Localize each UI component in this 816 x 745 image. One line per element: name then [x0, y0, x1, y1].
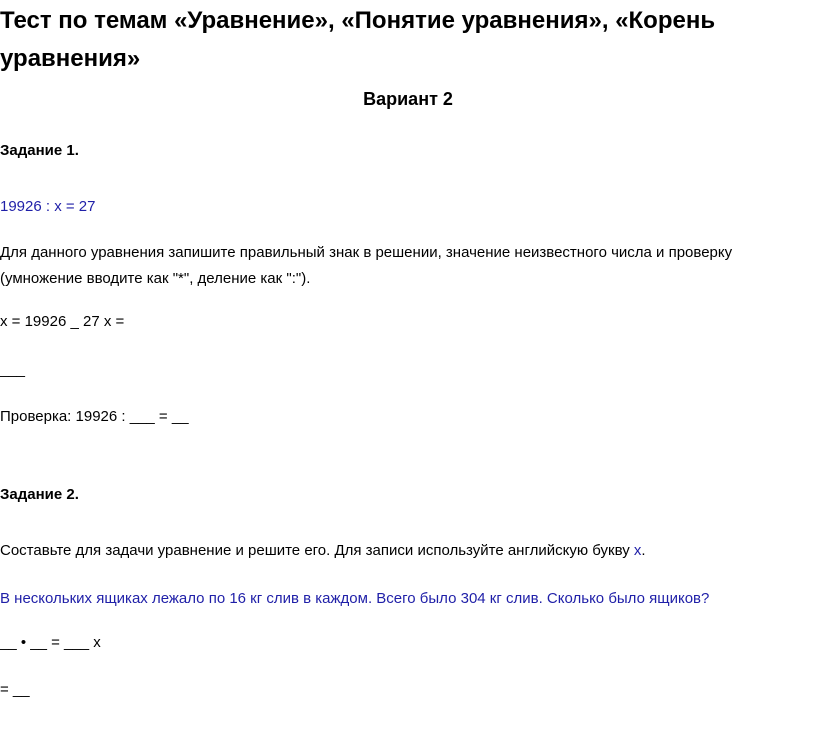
task2-equation-line: __ • __ = ___ х: [0, 634, 101, 651]
task2-heading: Задание 2.: [0, 486, 79, 503]
test-title: Тест по темам «Уравнение», «Понятие уравнения», «Корень уравнения»: [0, 7, 716, 72]
task2-instruction: [0, 538, 646, 564]
task1-instruction: Для данного уравнения запишите правильный знак в решении, значение неизвестного числа и проверку (умножение вводите как "*", деление как ":").: [0, 244, 733, 287]
variant-heading: Вариант 2: [363, 89, 453, 109]
task1-equation: 19926 : х = 27: [0, 198, 96, 215]
task1-check-line: Проверка: 19926 : ___ = __: [0, 408, 189, 425]
task2-instruction-letter: x: [633, 542, 642, 559]
task2-instruction-end: .: [641, 542, 646, 559]
task1-solution-line: х = 19926 _ 27 х =: [0, 313, 125, 330]
task2-answer-line: = __: [0, 681, 30, 698]
task1-heading: Задание 1.: [0, 142, 79, 159]
task2-instruction-text: Составьте для задачи уравнение и решите его. Для записи используйте английскую букву: [0, 542, 634, 559]
task1-blank-line: ___: [0, 361, 26, 378]
task2-problem: В нескольких ящиках лежало по 16 кг слив в каждом. Всего было 304 кг слив. Сколько было ящиков?: [0, 590, 710, 607]
